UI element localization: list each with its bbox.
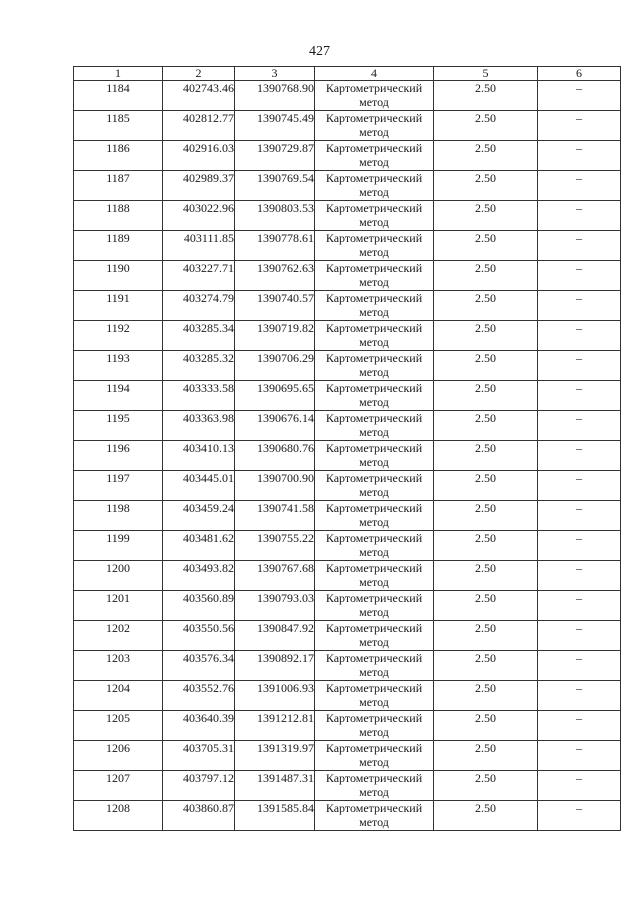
x-coordinate-cell: 403285.32 xyxy=(163,351,235,381)
point-number-cell: 1193 xyxy=(74,351,163,381)
method-line: метод xyxy=(359,545,389,559)
accuracy-cell: 2.50 xyxy=(434,171,538,201)
note-cell: – xyxy=(538,651,621,681)
table-row xyxy=(74,381,621,411)
method-line: метод xyxy=(359,695,389,709)
method-cell xyxy=(315,411,434,441)
accuracy-cell: 2.50 xyxy=(434,711,538,741)
point-number-cell: 1185 xyxy=(74,111,163,141)
method-line: метод xyxy=(359,725,389,739)
method-line: метод xyxy=(359,395,389,409)
note-cell: – xyxy=(538,321,621,351)
y-coordinate-cell: 1391006.93 xyxy=(235,681,315,711)
point-number-cell: 1194 xyxy=(74,381,163,411)
note-cell: – xyxy=(538,171,621,201)
method-line: Картометрический xyxy=(325,381,423,395)
method-line: Картометрический xyxy=(325,411,423,425)
y-coordinate-cell: 1391319.97 xyxy=(235,741,315,771)
method-cell xyxy=(315,321,434,351)
note-cell: – xyxy=(538,771,621,801)
note-cell: – xyxy=(538,411,621,441)
point-number-cell: 1190 xyxy=(74,261,163,291)
x-coordinate-cell: 402812.77 xyxy=(163,111,235,141)
point-number-cell: 1187 xyxy=(74,171,163,201)
method-line: Картометрический xyxy=(325,651,423,665)
accuracy-cell: 2.50 xyxy=(434,441,538,471)
column-header: 3 xyxy=(235,67,315,81)
y-coordinate-cell: 1391212.81 xyxy=(235,711,315,741)
method-line: Картометрический xyxy=(325,741,423,755)
note-cell: – xyxy=(538,591,621,621)
method-line: Картометрический xyxy=(325,321,423,335)
table-row xyxy=(74,411,621,441)
y-coordinate-cell: 1390745.49 xyxy=(235,111,315,141)
method-line: метод xyxy=(359,755,389,769)
method-line: метод xyxy=(359,605,389,619)
method-cell xyxy=(315,591,434,621)
accuracy-cell: 2.50 xyxy=(434,261,538,291)
method-line: Картометрический xyxy=(325,81,423,95)
table-row xyxy=(74,111,621,141)
method-line: метод xyxy=(359,365,389,379)
method-line: Картометрический xyxy=(325,711,423,725)
point-number-cell: 1205 xyxy=(74,711,163,741)
note-cell: – xyxy=(538,231,621,261)
method-line: метод xyxy=(359,455,389,469)
note-cell: – xyxy=(538,351,621,381)
accuracy-cell: 2.50 xyxy=(434,741,538,771)
method-cell xyxy=(315,471,434,501)
x-coordinate-cell: 402916.03 xyxy=(163,141,235,171)
method-cell xyxy=(315,651,434,681)
y-coordinate-cell: 1390719.82 xyxy=(235,321,315,351)
method-line: метод xyxy=(359,425,389,439)
x-coordinate-cell: 403410.13 xyxy=(163,441,235,471)
method-line: метод xyxy=(359,635,389,649)
accuracy-cell: 2.50 xyxy=(434,111,538,141)
method-cell xyxy=(315,771,434,801)
note-cell: – xyxy=(538,741,621,771)
point-number-cell: 1203 xyxy=(74,651,163,681)
point-number-cell: 1189 xyxy=(74,231,163,261)
note-cell: – xyxy=(538,381,621,411)
accuracy-cell: 2.50 xyxy=(434,141,538,171)
method-line: Картометрический xyxy=(325,621,423,635)
table-header-row xyxy=(74,67,621,81)
table-row xyxy=(74,231,621,261)
method-cell xyxy=(315,291,434,321)
method-cell xyxy=(315,171,434,201)
y-coordinate-cell: 1390741.58 xyxy=(235,501,315,531)
point-number-cell: 1200 xyxy=(74,561,163,591)
point-number-cell: 1201 xyxy=(74,591,163,621)
y-coordinate-cell: 1390762.63 xyxy=(235,261,315,291)
note-cell: – xyxy=(538,501,621,531)
x-coordinate-cell: 403285.34 xyxy=(163,321,235,351)
method-cell xyxy=(315,501,434,531)
x-coordinate-cell: 403274.79 xyxy=(163,291,235,321)
y-coordinate-cell: 1391487.31 xyxy=(235,771,315,801)
method-cell xyxy=(315,711,434,741)
x-coordinate-cell: 403705.31 xyxy=(163,741,235,771)
note-cell: – xyxy=(538,261,621,291)
method-line: Картометрический xyxy=(325,231,423,245)
y-coordinate-cell: 1390847.92 xyxy=(235,621,315,651)
accuracy-cell: 2.50 xyxy=(434,381,538,411)
note-cell: – xyxy=(538,621,621,651)
note-cell: – xyxy=(538,111,621,141)
method-cell xyxy=(315,141,434,171)
method-cell xyxy=(315,681,434,711)
accuracy-cell: 2.50 xyxy=(434,771,538,801)
point-number-cell: 1207 xyxy=(74,771,163,801)
accuracy-cell: 2.50 xyxy=(434,201,538,231)
x-coordinate-cell: 403445.01 xyxy=(163,471,235,501)
y-coordinate-cell: 1390793.03 xyxy=(235,591,315,621)
accuracy-cell: 2.50 xyxy=(434,651,538,681)
accuracy-cell: 2.50 xyxy=(434,471,538,501)
x-coordinate-cell: 403640.39 xyxy=(163,711,235,741)
accuracy-cell: 2.50 xyxy=(434,81,538,111)
x-coordinate-cell: 403481.62 xyxy=(163,531,235,561)
method-cell xyxy=(315,531,434,561)
accuracy-cell: 2.50 xyxy=(434,681,538,711)
method-line: Картометрический xyxy=(325,441,423,455)
y-coordinate-cell: 1390778.61 xyxy=(235,231,315,261)
method-line: Картометрический xyxy=(325,501,423,515)
table-row xyxy=(74,711,621,741)
table-row xyxy=(74,321,621,351)
method-cell xyxy=(315,561,434,591)
method-cell xyxy=(315,741,434,771)
column-header: 4 xyxy=(315,67,434,81)
table-row xyxy=(74,501,621,531)
method-line: Картометрический xyxy=(325,681,423,695)
y-coordinate-cell: 1391585.84 xyxy=(235,801,315,831)
method-line: Картометрический xyxy=(325,291,423,305)
method-line: метод xyxy=(359,665,389,679)
method-line: метод xyxy=(359,515,389,529)
x-coordinate-cell: 403227.71 xyxy=(163,261,235,291)
x-coordinate-cell: 403860.87 xyxy=(163,801,235,831)
method-cell xyxy=(315,81,434,111)
method-cell xyxy=(315,351,434,381)
method-line: метод xyxy=(359,95,389,109)
table-row xyxy=(74,471,621,501)
page-number: 427 xyxy=(309,44,330,59)
point-number-cell: 1202 xyxy=(74,621,163,651)
method-line: метод xyxy=(359,305,389,319)
column-header: 6 xyxy=(538,67,621,81)
accuracy-cell: 2.50 xyxy=(434,351,538,381)
y-coordinate-cell: 1390803.53 xyxy=(235,201,315,231)
method-line: метод xyxy=(359,155,389,169)
point-number-cell: 1188 xyxy=(74,201,163,231)
method-line: Картометрический xyxy=(325,141,423,155)
point-number-cell: 1199 xyxy=(74,531,163,561)
y-coordinate-cell: 1390769.54 xyxy=(235,171,315,201)
method-line: метод xyxy=(359,275,389,289)
note-cell: – xyxy=(538,291,621,321)
note-cell: – xyxy=(538,561,621,591)
note-cell: – xyxy=(538,531,621,561)
accuracy-cell: 2.50 xyxy=(434,411,538,441)
method-line: метод xyxy=(359,575,389,589)
method-line: Картометрический xyxy=(325,201,423,215)
table-row xyxy=(74,291,621,321)
note-cell: – xyxy=(538,801,621,831)
note-cell: – xyxy=(538,201,621,231)
method-cell xyxy=(315,111,434,141)
y-coordinate-cell: 1390706.29 xyxy=(235,351,315,381)
note-cell: – xyxy=(538,81,621,111)
y-coordinate-cell: 1390755.22 xyxy=(235,531,315,561)
table-row xyxy=(74,441,621,471)
x-coordinate-cell: 403111.85 xyxy=(163,231,235,261)
table-row xyxy=(74,621,621,651)
method-line: метод xyxy=(359,815,389,829)
table-row xyxy=(74,651,621,681)
note-cell: – xyxy=(538,681,621,711)
y-coordinate-cell: 1390768.90 xyxy=(235,81,315,111)
note-cell: – xyxy=(538,141,621,171)
method-line: метод xyxy=(359,785,389,799)
x-coordinate-cell: 403363.98 xyxy=(163,411,235,441)
point-number-cell: 1208 xyxy=(74,801,163,831)
table-row xyxy=(74,351,621,381)
y-coordinate-cell: 1390740.57 xyxy=(235,291,315,321)
x-coordinate-cell: 402743.46 xyxy=(163,81,235,111)
point-number-cell: 1184 xyxy=(74,81,163,111)
table-row xyxy=(74,801,621,831)
column-header: 2 xyxy=(163,67,235,81)
x-coordinate-cell: 402989.37 xyxy=(163,171,235,201)
method-line: метод xyxy=(359,485,389,499)
table-row xyxy=(74,201,621,231)
note-cell: – xyxy=(538,711,621,741)
note-cell: – xyxy=(538,471,621,501)
table-row xyxy=(74,141,621,171)
method-line: Картометрический xyxy=(325,261,423,275)
method-cell xyxy=(315,201,434,231)
method-cell xyxy=(315,801,434,831)
y-coordinate-cell: 1390767.68 xyxy=(235,561,315,591)
point-number-cell: 1191 xyxy=(74,291,163,321)
accuracy-cell: 2.50 xyxy=(434,561,538,591)
y-coordinate-cell: 1390700.90 xyxy=(235,471,315,501)
table-row xyxy=(74,531,621,561)
point-number-cell: 1186 xyxy=(74,141,163,171)
method-cell xyxy=(315,441,434,471)
y-coordinate-cell: 1390676.14 xyxy=(235,411,315,441)
accuracy-cell: 2.50 xyxy=(434,531,538,561)
accuracy-cell: 2.50 xyxy=(434,801,538,831)
point-number-cell: 1206 xyxy=(74,741,163,771)
column-header: 5 xyxy=(434,67,538,81)
y-coordinate-cell: 1390892.17 xyxy=(235,651,315,681)
x-coordinate-cell: 403493.82 xyxy=(163,561,235,591)
method-line: Картометрический xyxy=(325,111,423,125)
accuracy-cell: 2.50 xyxy=(434,501,538,531)
method-line: Картометрический xyxy=(325,561,423,575)
x-coordinate-cell: 403552.76 xyxy=(163,681,235,711)
method-line: Картометрический xyxy=(325,471,423,485)
y-coordinate-cell: 1390680.76 xyxy=(235,441,315,471)
point-number-cell: 1197 xyxy=(74,471,163,501)
point-number-cell: 1198 xyxy=(74,501,163,531)
method-line: метод xyxy=(359,185,389,199)
method-line: метод xyxy=(359,335,389,349)
point-number-cell: 1196 xyxy=(74,441,163,471)
y-coordinate-cell: 1390695.65 xyxy=(235,381,315,411)
method-line: Картометрический xyxy=(325,351,423,365)
accuracy-cell: 2.50 xyxy=(434,321,538,351)
method-line: Картометрический xyxy=(325,771,423,785)
column-header: 1 xyxy=(74,67,163,81)
x-coordinate-cell: 403560.89 xyxy=(163,591,235,621)
method-cell xyxy=(315,381,434,411)
table-row xyxy=(74,561,621,591)
x-coordinate-cell: 403459.24 xyxy=(163,501,235,531)
accuracy-cell: 2.50 xyxy=(434,621,538,651)
table-row xyxy=(74,771,621,801)
method-line: Картометрический xyxy=(325,801,423,815)
table-row xyxy=(74,681,621,711)
x-coordinate-cell: 403022.96 xyxy=(163,201,235,231)
table-row xyxy=(74,591,621,621)
x-coordinate-cell: 403333.58 xyxy=(163,381,235,411)
table-row xyxy=(74,741,621,771)
method-line: Картометрический xyxy=(325,171,423,185)
note-cell: – xyxy=(538,441,621,471)
table-row xyxy=(74,261,621,291)
method-line: метод xyxy=(359,125,389,139)
method-cell xyxy=(315,621,434,651)
method-line: метод xyxy=(359,215,389,229)
x-coordinate-cell: 403797.12 xyxy=(163,771,235,801)
accuracy-cell: 2.50 xyxy=(434,291,538,321)
table-row xyxy=(74,81,621,111)
table-row xyxy=(74,171,621,201)
point-number-cell: 1204 xyxy=(74,681,163,711)
point-number-cell: 1192 xyxy=(74,321,163,351)
method-cell xyxy=(315,261,434,291)
accuracy-cell: 2.50 xyxy=(434,231,538,261)
x-coordinate-cell: 403576.34 xyxy=(163,651,235,681)
x-coordinate-cell: 403550.56 xyxy=(163,621,235,651)
method-line: Картометрический xyxy=(325,591,423,605)
point-number-cell: 1195 xyxy=(74,411,163,441)
method-line: Картометрический xyxy=(325,531,423,545)
y-coordinate-cell: 1390729.87 xyxy=(235,141,315,171)
method-cell xyxy=(315,231,434,261)
coordinates-table xyxy=(73,66,621,831)
method-line: метод xyxy=(359,245,389,259)
accuracy-cell: 2.50 xyxy=(434,591,538,621)
